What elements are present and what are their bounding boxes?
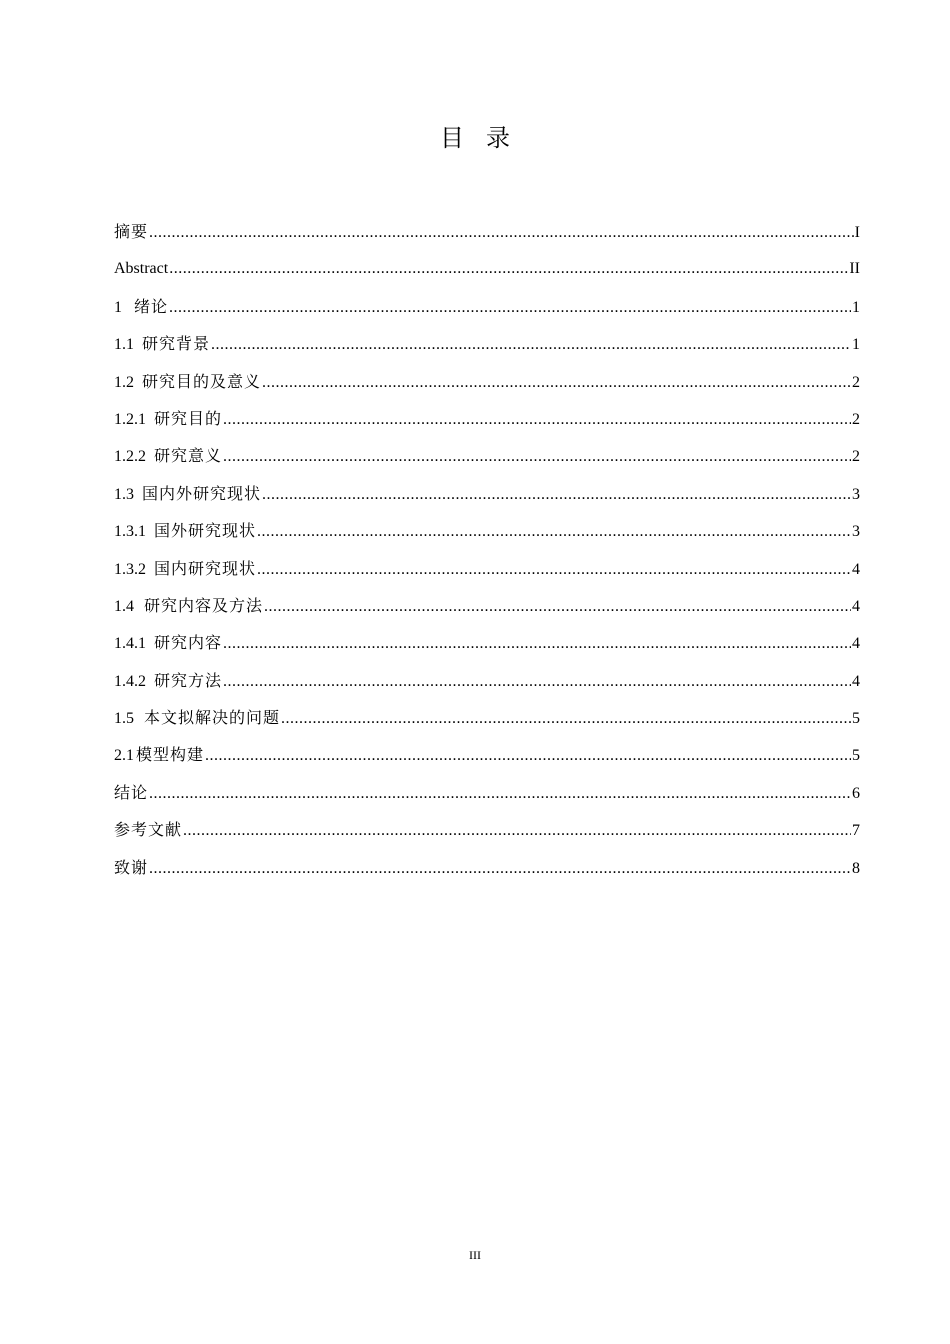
toc-entry-number: 1.3 [114,485,134,503]
toc-entry-abstract-cn[interactable] [114,219,860,256]
toc-entry-label: 研究目的 [154,408,223,428]
toc-leader-dots [223,631,851,657]
toc-entry-page: 2 [852,410,860,428]
toc-entry-number: 1.2.2 [114,448,146,466]
toc-entry-number: 1.3.1 [114,523,146,541]
toc-entry-number: 1 [114,298,122,316]
toc-entry-label: 国内研究现状 [154,558,257,578]
toc-entry-1-2[interactable] [114,369,860,406]
toc-entry-number: 1.3.2 [114,560,146,578]
toc-leader-dots [169,256,848,282]
toc-leader-dots [223,407,851,433]
toc-entry-label: 研究内容及方法 [144,595,264,615]
toc-leader-dots [262,370,851,396]
toc-entry-label: 研究意义 [154,446,223,466]
toc-entry-number: 2.1 [114,747,134,765]
toc-leader-dots [169,295,851,321]
toc-entry-page: II [849,260,860,278]
toc-entry-label: Abstract [114,260,169,278]
toc-leader-dots [211,332,851,358]
toc-entry-number: 1.1 [114,336,134,354]
toc-entry-label: 结论 [114,782,149,802]
toc-entry-label: 国内外研究现状 [142,483,262,503]
toc-entry-page: 2 [852,448,860,466]
toc-entry-1-3-1[interactable] [114,518,860,555]
toc-title: 目录 [440,124,532,152]
toc-leader-dots [264,594,851,620]
toc-entry-1-1[interactable] [114,331,860,368]
toc-leader-dots [149,856,851,882]
toc-entry-1[interactable] [114,294,860,331]
toc-leader-dots [149,220,854,246]
toc-entry-page: 6 [852,784,860,802]
toc-leader-dots [223,669,851,695]
toc-entry-label: 研究目的及意义 [142,371,262,391]
toc-entry-page: 2 [852,373,860,391]
toc-entry-page: 4 [852,635,860,653]
toc-entry-1-2-1[interactable] [114,406,860,443]
toc-entry-page: 3 [852,523,860,541]
toc-entry-number: 1.2.1 [114,410,146,428]
toc-leader-dots [205,743,851,769]
toc-entry-label: 摘要 [114,222,149,241]
toc-entry-number: 1.5 [114,710,134,728]
toc-entry-acknowledgements[interactable] [114,855,860,892]
toc-entry-label: 研究方法 [154,670,223,690]
toc-entry-1-3[interactable] [114,481,860,518]
toc-entry-page: 4 [852,560,860,578]
toc-entry-1-4-1[interactable] [114,630,860,667]
toc-entry-label: 模型构建 [136,745,205,765]
toc-entry-number: 1.4.1 [114,635,146,653]
toc-entry-page: 4 [852,597,860,615]
toc-entry-1-4[interactable] [114,593,860,630]
toc-leader-dots [281,706,851,732]
toc-entry-label: 研究背景 [142,334,211,354]
toc-leader-dots [149,781,851,807]
toc-entry-page: 5 [852,710,860,728]
toc-entry-abstract-en[interactable] [114,256,860,293]
toc-entry-page: 3 [852,485,860,503]
toc-entry-1-3-2[interactable] [114,556,860,593]
toc-entry-1-2-2[interactable] [114,443,860,480]
toc-entry-label: 绪论 [134,296,169,316]
toc-leader-dots [257,557,851,583]
toc-entry-page: I [854,224,860,241]
toc-entry-1-4-2[interactable] [114,668,860,705]
toc-entry-page: 8 [852,859,860,877]
toc-entry-label: 国外研究现状 [154,521,257,541]
toc-entry-label: 研究内容 [154,633,223,653]
toc-entry-number: 1.4.2 [114,672,146,690]
toc-leader-dots [257,519,851,545]
toc-entry-references[interactable] [114,817,860,854]
toc-entry-page: 5 [852,747,860,765]
toc-entry-page: 1 [852,298,860,316]
toc-entry-label: 本文拟解决的问题 [144,708,281,728]
toc-entry-conclusion[interactable] [114,780,860,817]
toc-entry-label: 参考文献 [114,820,183,840]
toc-entry-page: 4 [852,672,860,690]
table-of-contents [114,219,860,892]
toc-entry-number: 1.4 [114,597,134,615]
toc-leader-dots [223,444,851,470]
toc-leader-dots [262,482,851,508]
toc-entry-2-1[interactable] [114,742,860,779]
toc-entry-label: 致谢 [114,857,149,877]
toc-entry-1-5[interactable] [114,705,860,742]
toc-leader-dots [183,818,851,844]
toc-entry-page: 7 [852,822,860,840]
toc-entry-number: 1.2 [114,373,134,391]
page-number: III [469,1248,481,1262]
toc-entry-page: 1 [852,336,860,354]
